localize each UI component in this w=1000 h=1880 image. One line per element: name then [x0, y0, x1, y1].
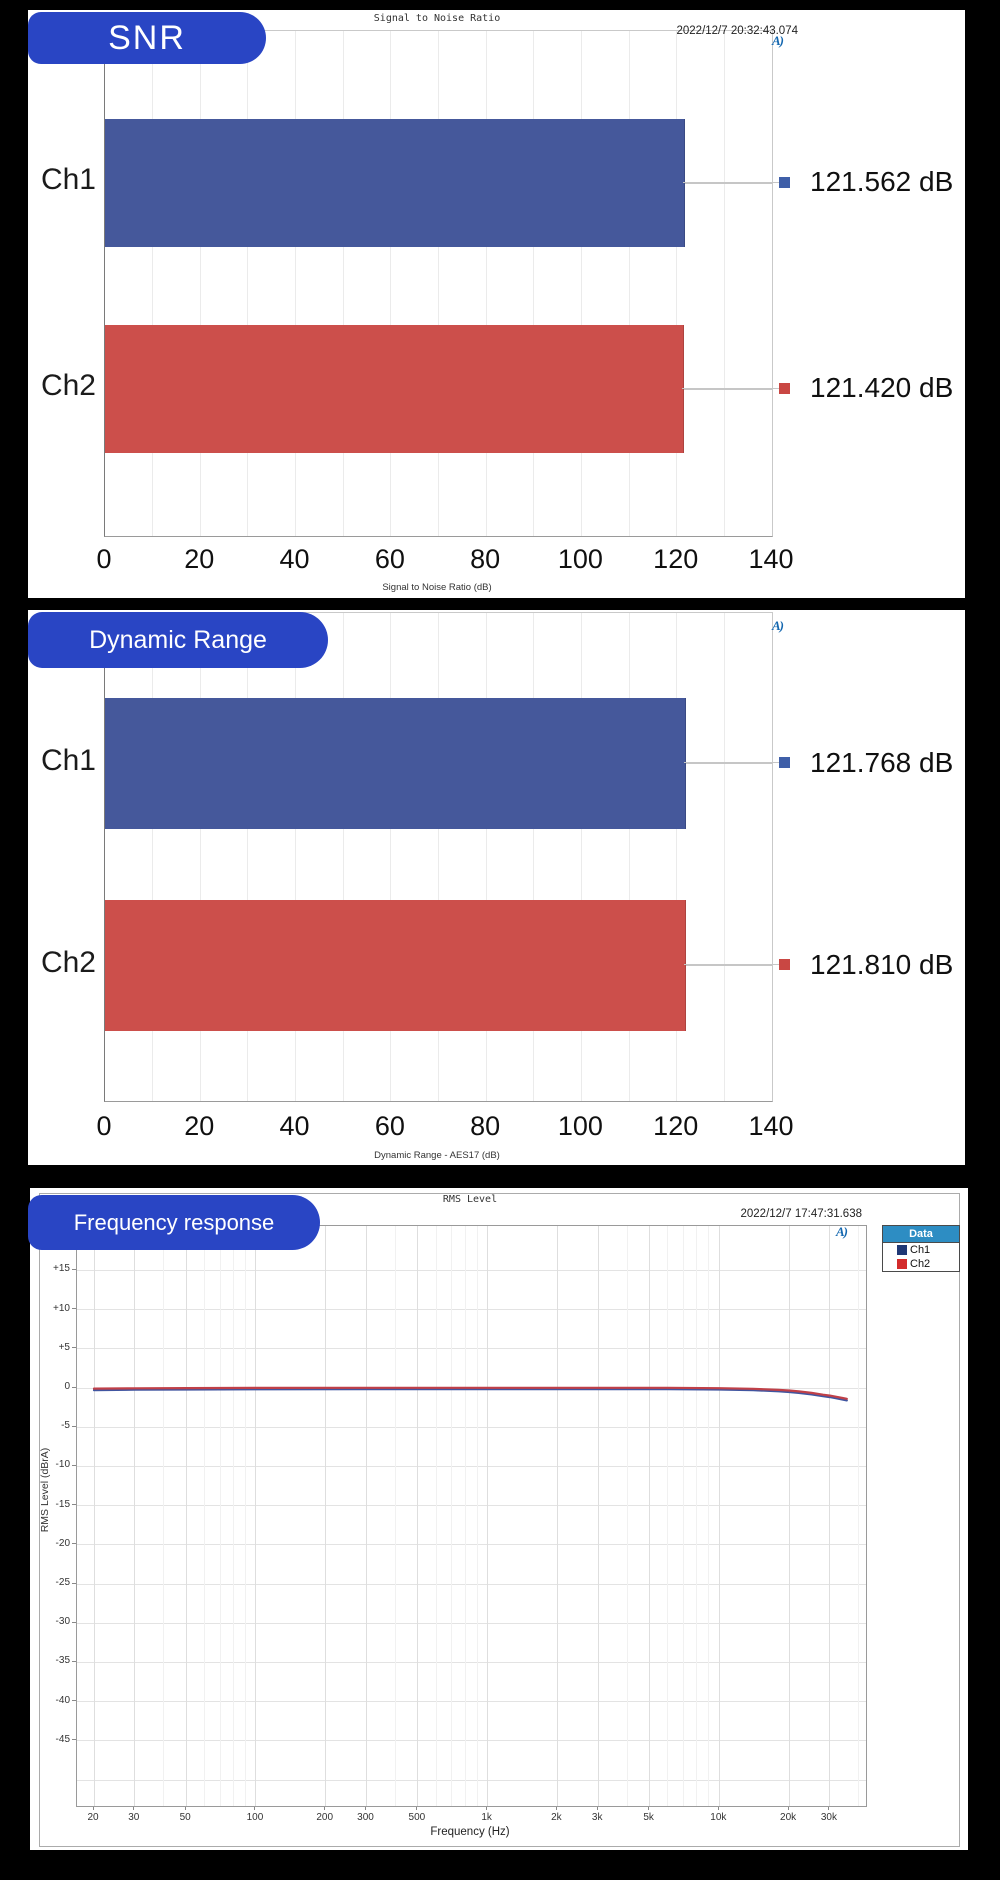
y-tick-label: -30 — [55, 1616, 70, 1628]
legend-label: Ch1 — [910, 1244, 931, 1256]
y-tick-label: -15 — [55, 1498, 70, 1510]
x-tick-label: 60 — [374, 1111, 405, 1141]
rms-level-curves — [77, 1226, 866, 1806]
snr-x-axis-title: Signal to Noise Ratio (dB) — [382, 582, 492, 593]
dynamic-range-badge-label: Dynamic Range — [89, 625, 267, 654]
snr-report-panel — [28, 10, 965, 598]
category-label-ch2: Ch2 — [40, 369, 96, 403]
x-tick-label: 140 — [748, 1111, 794, 1141]
y-tick-label: -20 — [55, 1537, 70, 1549]
x-tick-label: 500 — [408, 1812, 426, 1823]
ap-logo-icon: A) — [772, 618, 783, 633]
gridline — [247, 31, 248, 536]
gridline — [438, 31, 439, 536]
row-tick-line — [684, 964, 779, 965]
y-tick-label: -10 — [55, 1459, 70, 1471]
series-curve-ch1 — [94, 1389, 847, 1400]
legend-label: Ch2 — [910, 1258, 931, 1270]
dynamic-range-report-panel — [28, 610, 965, 1165]
x-tick-label: 300 — [357, 1812, 374, 1823]
gridline — [343, 31, 344, 536]
x-tick-label: 2k — [551, 1812, 562, 1823]
gridline — [724, 613, 725, 1101]
gridline — [295, 31, 296, 536]
row-tick-line — [683, 182, 779, 183]
gridline — [676, 31, 677, 536]
ap-logo-icon: A) — [772, 33, 783, 48]
frequency-response-timestamp: 2022/12/7 17:47:31.638 — [740, 1208, 862, 1220]
gridline — [486, 31, 487, 536]
gridline — [724, 31, 725, 536]
gridline — [200, 31, 201, 536]
bar-ch1 — [105, 698, 686, 829]
y-tick-label: -35 — [55, 1655, 70, 1667]
legend-swatch-icon — [897, 1259, 907, 1269]
x-tick-label: 20 — [87, 1812, 99, 1823]
y-tick-label: +5 — [58, 1341, 70, 1353]
dynamic-range-x-axis-title: Dynamic Range - AES17 (dB) — [374, 1150, 500, 1161]
rms-level-plot-area — [76, 1225, 867, 1807]
x-tick-label: 30 — [128, 1812, 140, 1823]
rms-level-chart-title: RMS Level — [442, 1194, 498, 1205]
frequency-response-badge — [28, 1195, 320, 1250]
x-tick-label: 20 — [184, 1111, 215, 1141]
x-tick-label: 140 — [748, 544, 794, 574]
x-tick-label: 5k — [643, 1812, 654, 1823]
value-marker-ch1 — [779, 757, 790, 768]
gridline — [533, 31, 534, 536]
x-tick-label: 20k — [780, 1812, 797, 1823]
value-label-ch1: 121.768 dB — [810, 746, 954, 778]
gridline — [390, 31, 391, 536]
row-center-line — [683, 389, 772, 390]
x-tick-label: 3k — [591, 1812, 603, 1823]
rms-level-y-axis-title: RMS Level (dBrA) — [39, 1447, 51, 1533]
frequency-x-axis-title: Frequency (Hz) — [430, 1826, 510, 1838]
value-label-ch2: 121.810 dB — [810, 948, 954, 980]
y-tick-label: -5 — [61, 1420, 70, 1432]
x-tick-label: 60 — [374, 544, 405, 574]
legend-header: Data — [883, 1226, 959, 1243]
gridline — [629, 31, 630, 536]
frequency-response-badge-label: Frequency response — [73, 1209, 275, 1235]
row-center-line — [685, 965, 772, 966]
x-tick-label: 20 — [184, 544, 215, 574]
y-tick-label: -25 — [55, 1577, 70, 1588]
value-marker-ch1 — [779, 177, 790, 188]
x-tick-label: 100 — [246, 1812, 264, 1823]
x-tick-label: 80 — [470, 1111, 501, 1141]
snr-badge-label: SNR — [108, 18, 186, 57]
x-tick-label: 120 — [653, 544, 699, 574]
row-tick-line — [684, 762, 779, 763]
x-tick-label: 1k — [481, 1812, 492, 1823]
ap-logo-icon: A) — [836, 1224, 847, 1239]
row-center-line — [685, 763, 772, 764]
y-tick-label: +15 — [53, 1263, 70, 1275]
x-tick-label: 100 — [557, 544, 603, 574]
bar-ch1 — [105, 119, 685, 247]
snr-chart-title: Signal to Noise Ratio — [373, 13, 501, 24]
x-tick-label: 0 — [96, 544, 112, 574]
snr-timestamp: 2022/12/7 20:32:43.074 — [676, 25, 798, 37]
legend-swatch-icon — [897, 1245, 907, 1255]
category-label-ch1: Ch1 — [40, 743, 96, 777]
frequency-response-report-panel — [30, 1188, 968, 1850]
dynamic-range-badge — [28, 612, 328, 668]
snr-bar-plot-area — [104, 30, 773, 537]
x-tick-label: 30k — [820, 1812, 837, 1823]
x-tick-label: 80 — [470, 544, 501, 574]
x-tick-label: 0 — [96, 1111, 112, 1141]
y-tick-label: -40 — [55, 1694, 70, 1706]
value-marker-ch2 — [779, 959, 790, 970]
x-tick-label: 40 — [279, 1111, 310, 1141]
dynamic-range-bar-plot-area — [104, 612, 773, 1102]
gridline — [581, 31, 582, 536]
value-label-ch2: 121.420 dB — [810, 372, 954, 404]
category-label-ch2: Ch2 — [40, 945, 96, 979]
y-tick-label: +10 — [53, 1302, 70, 1314]
x-tick-label: 10k — [710, 1812, 727, 1823]
x-tick-label: 50 — [179, 1812, 191, 1823]
x-tick-label: 200 — [316, 1812, 334, 1823]
y-tick-label: -45 — [55, 1733, 70, 1745]
category-label-ch1: Ch1 — [40, 163, 96, 196]
row-tick-line — [682, 388, 779, 389]
row-center-line — [684, 183, 772, 184]
data-legend — [882, 1225, 960, 1272]
value-label-ch1: 121.562 dB — [810, 166, 954, 197]
legend-entry-ch2 — [883, 1257, 959, 1271]
value-marker-ch2 — [779, 383, 790, 394]
snr-badge — [28, 12, 266, 64]
y-tick-label: 0 — [64, 1381, 70, 1392]
x-tick-label: 100 — [557, 1111, 603, 1141]
gridline — [152, 31, 153, 536]
x-tick-label: 120 — [653, 1111, 699, 1141]
bar-ch2 — [105, 900, 686, 1031]
legend-entry-ch1 — [883, 1243, 959, 1257]
x-tick-label: 40 — [279, 544, 310, 574]
bar-ch2 — [105, 325, 684, 453]
